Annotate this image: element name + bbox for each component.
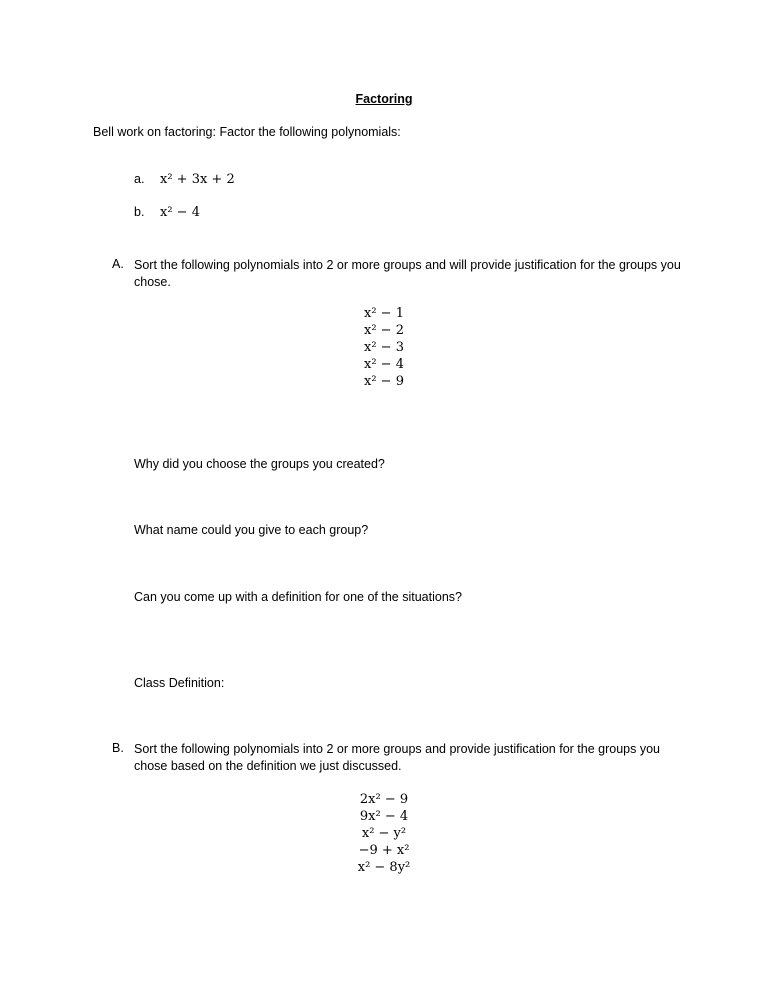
bell-work-item-b [134, 205, 200, 220]
section-b [112, 741, 682, 775]
polynomial: 2x² − 9 [359, 792, 409, 807]
polynomial-list-b [0, 791, 768, 876]
polynomial: x² − 9 [364, 374, 404, 389]
polynomial: x² − 2 [364, 323, 404, 338]
polynomial: 9x² − 4 [359, 809, 409, 824]
section-instructions: Sort the following polynomials into 2 or more groups and will provide justification for the groups you chose. [134, 258, 681, 289]
page-title: Factoring [355, 92, 413, 106]
polynomial: x² + 3x + 2 [160, 172, 235, 187]
question-group-name: What name could you give to each group? [134, 523, 369, 537]
class-definition-label: Class Definition: [134, 676, 225, 690]
intro-text: Bell work on factoring: Factor the following polynomials: [93, 125, 401, 139]
question-definition: Can you come up with a definition for one of the situations? [134, 590, 462, 604]
section-label: B. [112, 741, 124, 755]
section-instructions: Sort the following polynomials into 2 or more groups and provide justification for the groups you chose based on the definition we just discussed. [134, 742, 660, 773]
polynomial: x² − 3 [364, 340, 404, 355]
polynomial: x² − 8y² [357, 860, 411, 875]
bell-work-item-a [134, 172, 235, 187]
polynomial-list-a [0, 305, 768, 390]
polynomial: x² − y² [361, 826, 407, 841]
section-label: A. [112, 257, 124, 271]
polynomial: x² − 4 [160, 205, 200, 220]
item-letter: b. [134, 205, 145, 219]
polynomial: x² − 4 [364, 357, 404, 372]
section-a [112, 257, 682, 291]
polynomial: x² − 1 [364, 306, 404, 321]
polynomial: −9 + x² [358, 843, 410, 858]
item-letter: a. [134, 172, 145, 186]
question-groups: Why did you choose the groups you created? [134, 457, 385, 471]
